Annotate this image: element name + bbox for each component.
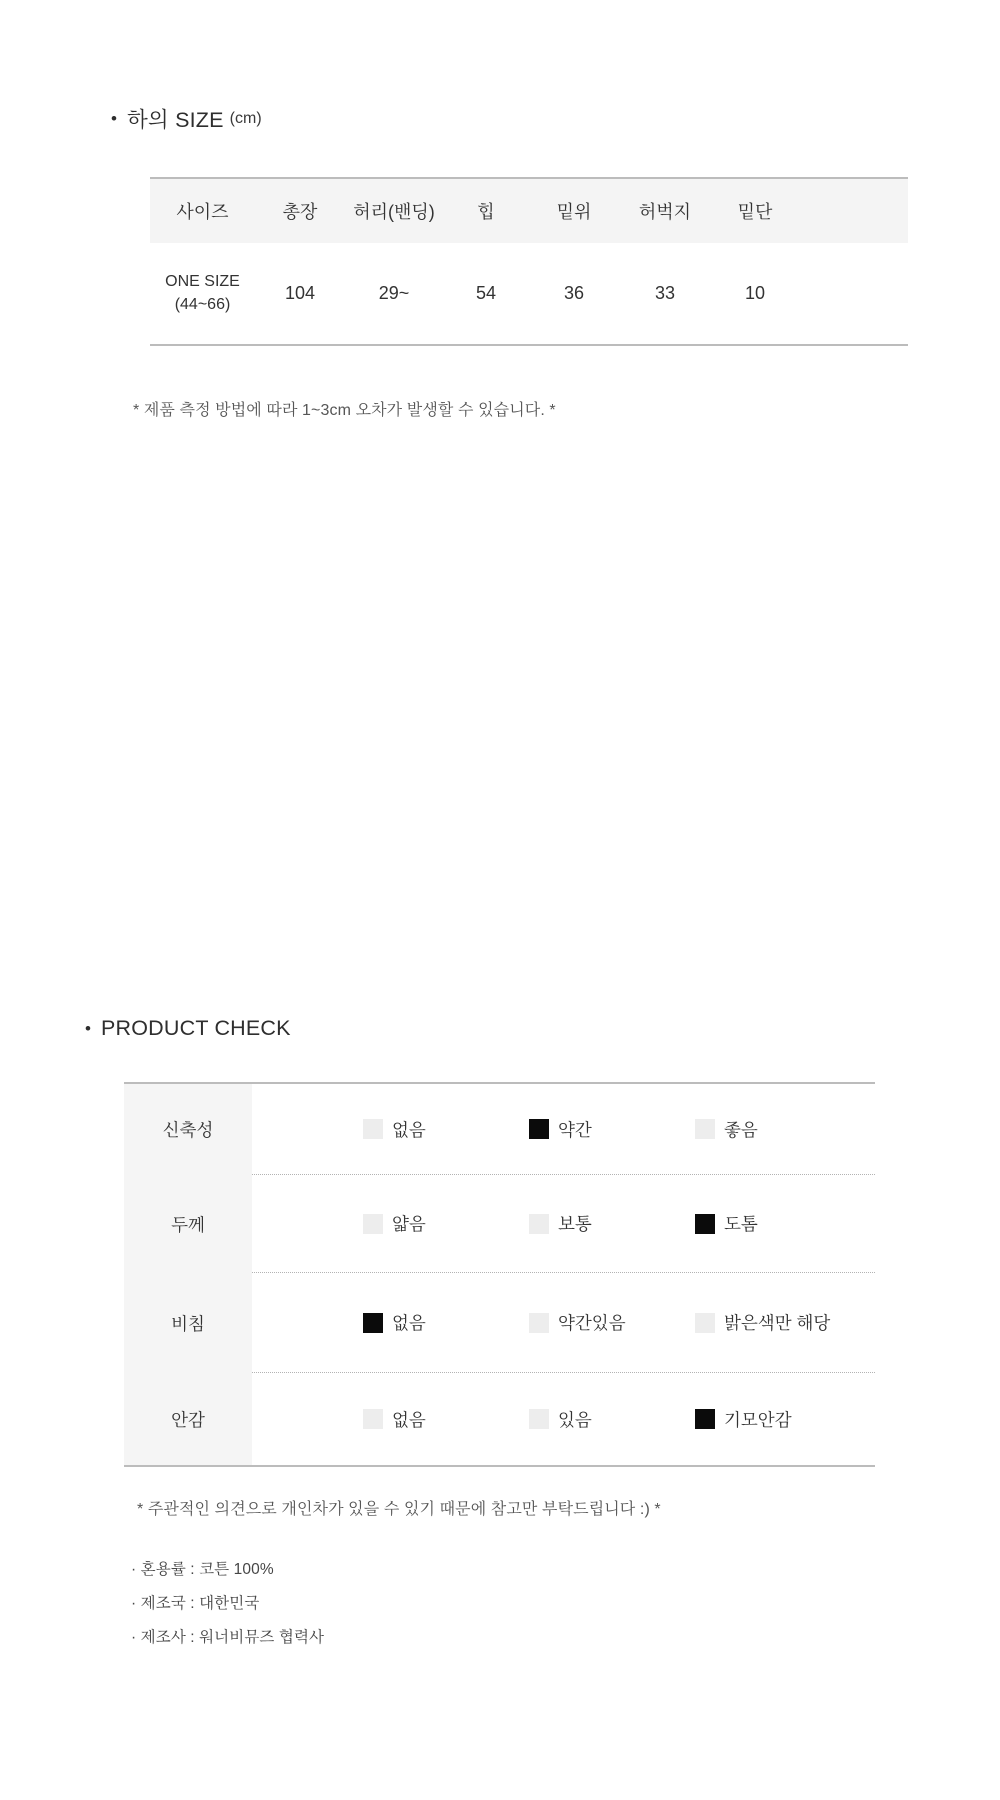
option-item <box>695 1310 830 1335</box>
option-label: 밝은색만 해당 <box>724 1313 831 1333</box>
list-item: · 제조사 : 워너비뮤즈 협력사 <box>131 1629 325 1646</box>
checkbox-icon <box>695 1119 715 1139</box>
option-item <box>695 1117 758 1142</box>
list-item: · 제조국 : 대한민국 <box>131 1595 260 1612</box>
option-item <box>529 1211 695 1236</box>
size-value-cell: 29~ <box>378 283 410 303</box>
option-item <box>363 1407 529 1432</box>
attribute-options <box>252 1084 875 1175</box>
option-label: 얇음 <box>392 1214 426 1234</box>
option-item <box>363 1310 529 1335</box>
size-col-header: 총장 <box>282 202 318 222</box>
product-check-title <box>85 1016 291 1041</box>
table-row <box>124 1273 875 1373</box>
bullet-icon: • <box>85 1019 91 1038</box>
attribute-label: 신축성 <box>124 1084 252 1175</box>
option-label: 없음 <box>392 1409 426 1430</box>
option-item <box>695 1407 792 1432</box>
attribute-label: 비침 <box>124 1273 252 1373</box>
size-value-cell: 10 <box>744 283 766 303</box>
size-col-header: 밑단 <box>737 202 773 222</box>
subjective-opinion-note: * 주관적인 의견으로 개인차가 있을 수 있기 때문에 참고만 부탁드립니다 :) * <box>137 1501 661 1518</box>
option-label: 없음 <box>392 1313 426 1333</box>
attribute-label: 안감 <box>124 1373 252 1465</box>
size-name-line2: (44~66) <box>174 295 231 313</box>
checkbox-icon <box>529 1409 549 1429</box>
size-col-header: 허벅지 <box>638 202 692 222</box>
option-item <box>363 1211 529 1236</box>
size-value-cell: 54 <box>475 283 497 303</box>
checkbox-icon <box>529 1119 549 1139</box>
option-label: 도톰 <box>724 1214 758 1234</box>
option-label: 기모안감 <box>724 1409 792 1430</box>
checkbox-icon <box>529 1313 549 1333</box>
attribute-options <box>252 1273 875 1373</box>
size-title-unit: (cm) <box>229 109 262 127</box>
size-measure-note: * 제품 측정 방법에 따라 1~3cm 오차가 발생할 수 있습니다. * <box>133 402 556 419</box>
option-label: 보통 <box>558 1214 592 1234</box>
size-col-header: 밑위 <box>556 202 592 222</box>
option-label: 약간있음 <box>558 1313 626 1333</box>
size-table-header-row <box>150 177 908 243</box>
table-row <box>150 243 908 346</box>
product-check-title-text: PRODUCT CHECK <box>100 1016 291 1040</box>
attribute-label: 두께 <box>124 1175 252 1273</box>
size-name-cell <box>150 271 255 316</box>
table-row <box>124 1373 875 1465</box>
size-col-header: 힙 <box>477 202 495 222</box>
list-item: · 혼용률 : 코튼 100% <box>131 1561 274 1578</box>
product-check-table <box>124 1082 875 1467</box>
size-value-cell: 104 <box>284 283 316 303</box>
option-label: 없음 <box>392 1119 426 1140</box>
option-item <box>529 1117 695 1142</box>
size-table <box>150 177 908 346</box>
option-label: 있음 <box>558 1409 592 1430</box>
bullet-icon: • <box>111 109 117 128</box>
table-row <box>124 1084 875 1175</box>
option-item <box>529 1310 695 1335</box>
table-row <box>124 1175 875 1273</box>
attribute-options <box>252 1373 875 1465</box>
size-value-cell: 36 <box>563 283 585 303</box>
checkbox-icon <box>695 1313 715 1333</box>
fabric-info-list <box>131 1551 324 1653</box>
checkbox-icon <box>529 1214 549 1234</box>
attribute-options <box>252 1175 875 1273</box>
size-col-header: 허리(밴딩) <box>353 202 435 222</box>
size-col-header: 사이즈 <box>176 202 229 222</box>
size-name-line1: ONE SIZE <box>165 273 240 291</box>
option-item <box>695 1211 758 1236</box>
option-item <box>529 1407 695 1432</box>
checkbox-icon <box>363 1119 383 1139</box>
checkbox-icon <box>363 1313 383 1333</box>
option-item <box>363 1117 529 1142</box>
checkbox-icon <box>695 1409 715 1429</box>
size-value-cell: 33 <box>654 283 676 303</box>
checkbox-icon <box>695 1214 715 1234</box>
checkbox-icon <box>363 1409 383 1429</box>
option-label: 좋음 <box>724 1119 758 1140</box>
option-label: 약간 <box>558 1119 592 1140</box>
size-section-title <box>111 103 262 134</box>
checkbox-icon <box>363 1214 383 1234</box>
size-title-text: 하의 SIZE <box>126 108 224 132</box>
